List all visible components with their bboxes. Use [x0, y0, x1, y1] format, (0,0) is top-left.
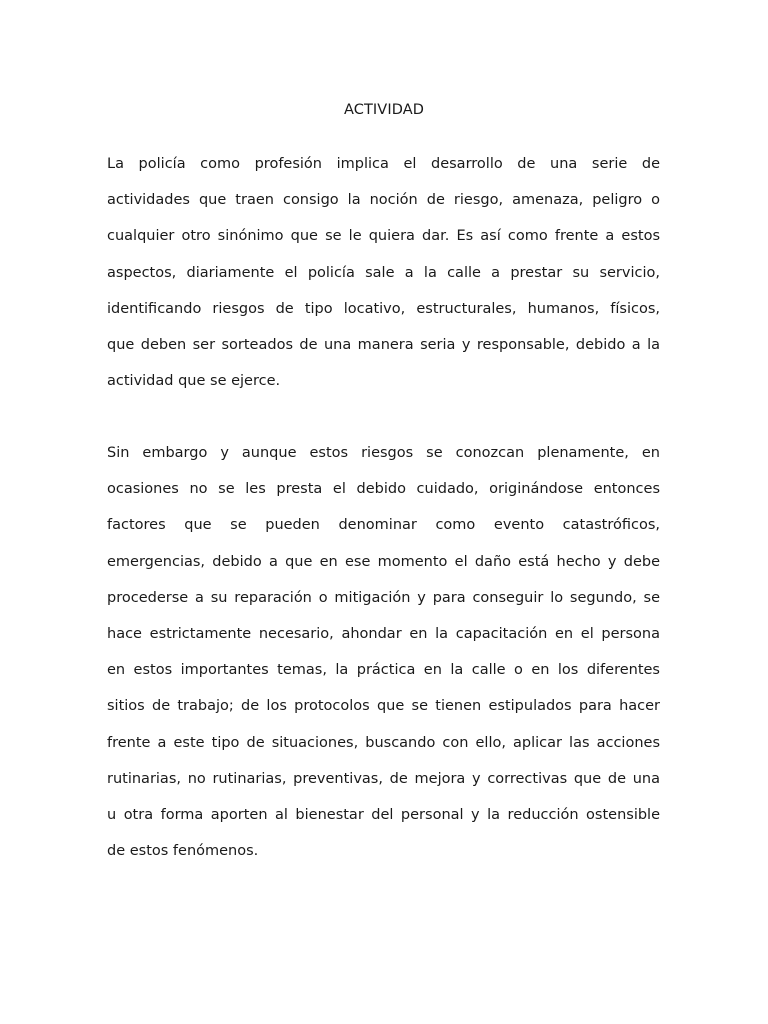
- text-line: que deben ser sorteados de una manera seria y responsable, debido a la: [107, 336, 660, 353]
- document-title: ACTIVIDAD: [343, 102, 424, 118]
- text-line: emergencias, debido a que en ese momento el daño está hecho y debe: [107, 553, 660, 570]
- text-line: cualquier otro sinónimo que se le quiera dar. Es así como frente a estos: [107, 228, 660, 245]
- text-line: Sin embargo y aunque estos riesgos se conozcan plenamente, en: [107, 445, 660, 461]
- text-line: sitios de trabajo; de los protocolos que se tienen estipulados para hacer: [107, 698, 660, 715]
- text-line: aspectos, diariamente el policía sale a la calle a prestar su servicio,: [107, 264, 660, 281]
- text-line: frente a este tipo de situaciones, buscando con ello, aplicar las acciones: [107, 734, 660, 751]
- text-line: procederse a su reparación o mitigación y para conseguir lo segundo, se: [107, 589, 660, 606]
- text-line: u otra forma aporten al bienestar del personal y la reducción ostensible: [107, 806, 660, 823]
- text-line: ocasiones no se les presta el debido cuidado, originándose entonces: [107, 481, 660, 498]
- text-line: en estos importantes temas, la práctica en la calle o en los diferentes: [107, 662, 660, 679]
- paragraph-1: [107, 146, 660, 399]
- text-line: actividades que traen consigo la noción de riesgo, amenaza, peligro o: [107, 192, 660, 209]
- text-line: hace estrictamente necesario, ahondar en la capacitación en el persona: [107, 625, 660, 642]
- text-line: La policía como profesión implica el desarrollo de una serie de: [107, 156, 660, 172]
- text-line: identificando riesgos de tipo locativo, estructurales, humanos, físicos,: [107, 300, 660, 317]
- text-line: factores que se pueden denominar como evento catastróficos,: [107, 517, 660, 534]
- paragraph-2: [107, 435, 660, 869]
- text-line: de estos fenómenos.: [107, 843, 259, 860]
- text-line: actividad que se ejerce.: [107, 373, 281, 390]
- text-line: rutinarias, no rutinarias, preventivas, de mejora y correctivas que de una: [107, 770, 660, 787]
